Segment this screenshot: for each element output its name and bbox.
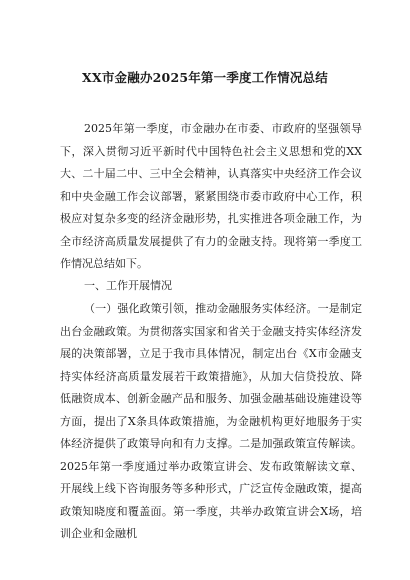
intro-paragraph: 2025年第一季度，市金融办在市委、市政府的坚强领导下，深入贯彻习近平新时代中国特色社会主义思想和党的XX大、二十届二中、三中全会精神，认真落实中央经济工作会议和中央金融工作会议部署，紧紧围绕市委市政府中心工作，积极应对复杂多变的经济金融形势，扎实推进各项金融工作，为全市经济高质量发展提供了有力的金融支持。现将第一季度工作情况总结如下。 xyxy=(60,122,362,270)
section-heading: 一、工作开展情况 xyxy=(84,279,172,292)
document-title: XX市金融办2025年第一季度工作情况总结 xyxy=(82,70,328,85)
body-paragraph: （一）强化政策引领，推动金融服务实体经济。一是制定出台金融政策。为贯彻落实国家和省关于金融支持实体经济发展的决策部署，立足于我市具体情况，制定出台《X市金融支持实体经济高质量发展若干政策措施》，从加大信贷投放、降低融资成本、创新金融产品和服务、加强金融基础设施建设等方面，提出了X条具体政策措施，为金融机构更好地服务于实体经济提供了政策导向和有力支撑。二是加强政策宣传解读。2025年第一季度通过举办政策宣讲会、发布政策解读文章、开展线上线下咨询服务等多种形式，广泛宣传金融政策，提高政策知晓度和覆盖面。第一季度，共举办政策宣讲会X场，培训企业和金融机 xyxy=(60,302,362,540)
